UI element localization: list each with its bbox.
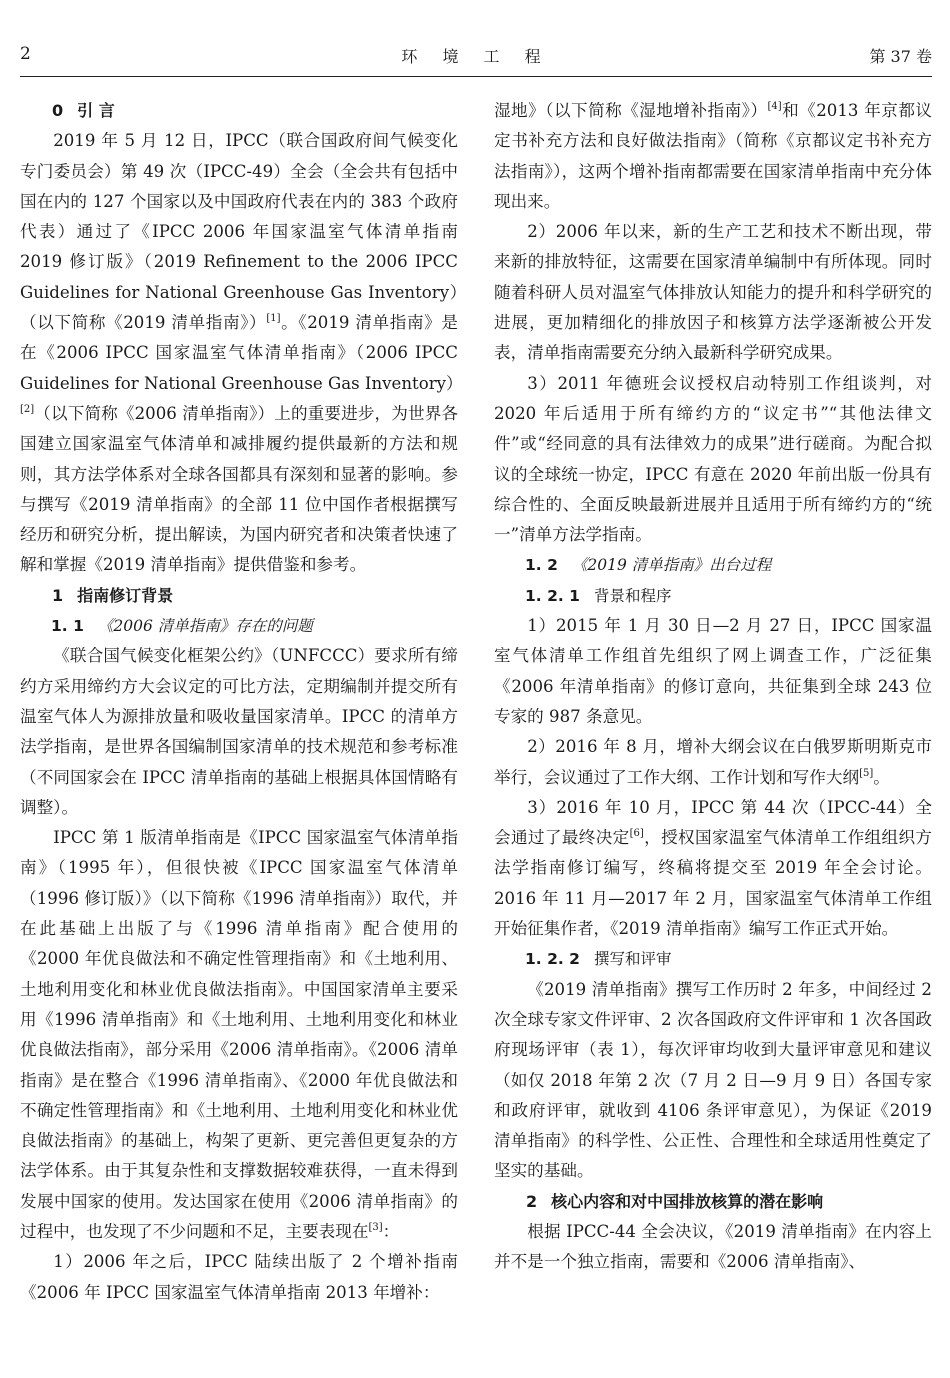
section-heading-0: 0 引 言 <box>52 101 115 120</box>
subsection-heading-1-2-1: 1. 2. 1 背景和程序 <box>525 586 672 605</box>
running-header <box>20 44 932 72</box>
citation: [4] <box>767 101 782 112</box>
section-heading-1: 1 指南修订背景 <box>52 585 174 605</box>
left-column <box>20 96 463 1308</box>
right-column <box>494 96 932 1278</box>
subsection-heading-1-2: 1. 2 《2019 清单指南》出台过程 <box>525 556 772 575</box>
page-number: 2 <box>20 44 31 64</box>
citation: [6] <box>629 828 644 840</box>
paragraph: 2）2016 年 8 月，增补大纲会议在白俄罗斯明斯克市举行，会议通过了工作大纲、工作计划和写作大纲[5]。 <box>494 737 932 787</box>
paragraph: 1）2006 年之后，IPCC 陆续出版了 2 个增补指南《2006 年 IPCC 国家温室气体清单指南 2013 年增补： <box>20 1252 458 1302</box>
paragraph: 2）2006 年以来，新的生产工艺和技术不断出现，带来新的排放特征，这需要在国家清单编制中有所体现。同时随着科研人员对温室气体排放认知能力的提升和科学研究的进展，更加精细化的排放因子和核算方法学逐渐被公开发表，清单指南需要充分纳入最新科学研究成果。 <box>494 222 932 363</box>
section-heading-2: 2 核心内容和对中国排放核算的潜在影响 <box>526 1191 824 1211</box>
paragraph: 《2019 清单指南》撰写工作历时 2 年多，中间经过 2 次全球专家文件评审、2 次各国政府文件评审和 1 次各国政府现场评审（表 1），每次评审均收到大量评审意见和建议（如仅 2018 年第 2 次（7 月 2 日—9 月 9 日）各国专家和政府评审，就收到 4106 条评审意见），为保证《2019 清单指南》的科学性、公正性、合理性和全球适用性奠定了坚实的基础。 <box>494 979 932 1181</box>
volume-label: 第 37 卷 <box>869 47 932 66</box>
paragraph: IPCC 第 1 版清单指南是《IPCC 国家温室气体清单指南》（1995 年），但很快被《IPCC 国家温室气体清单（1996 修订版）》（以下简称《1996 清单指南》）取代，并在此基础上出版了与《1996 清单指南》配合使用的《2000 年优良做法和不确定性管理指南》和《土地利用、土地利用变化和林业优良做法指南》。中国国家清单主要采用《1996 清单指南》和《土地利用、土地利用变化和林业优良做法指南》，部分采用《2006 清单指南》。《2006 清单指南》是在整合《1996 清单指南》、《2000 年优良做法和不确定性管理指南》和《土地利用、土地利用变化和林业优良做法指南》的基础上，构架了更新、更完善但更复杂的方法学体系。由于其复杂性和支撑数据较难获得，一直未得到发展中国家的使用。发达国家在使用《2006 清单指南》的过程中，也发现了不少问题和不足，主要表现在[3]： <box>20 828 458 1241</box>
subsection-heading-1-2-2: 1. 2. 2 撰写和评审 <box>525 950 672 969</box>
paragraph: 《联合国气候变化框架公约》（UNFCCC）要求所有缔约方采用缔约方大会议定的可比方法，定期编制并提交所有温室气体人为源排放量和吸收量国家清单。IPCC 的清单方法学指南，是世界各国编制国家清单的技术规范和参考标准（不同国家会在 IPCC 清单指南的基础上根据具体国情略有调整）。 <box>20 646 458 817</box>
citation: [5] <box>859 767 874 779</box>
paragraph: 3）2011 年德班会议授权启动特别工作组谈判，对 2020 年后适用于所有缔约方的“议定书”“其他法律文件”或“经同意的具有法律效力的成果”进行磋商。为配合拟议的全球统一协定，IPCC 有意在 2020 年前出版一份具有综合性的、全面反映最新进展并且适用于所有缔约方的“统一”清单方法学指南。 <box>494 373 932 545</box>
citation: [1] <box>266 313 281 325</box>
paragraph: 2019 年 5 月 12 日，IPCC（联合国政府间气候变化专门委员会）第 49 次（IPCC-49）全会（全会共有包括中国在内的 127 个国家以及中国政府代表在内的 383 个政府代表）通过了《IPCC 2006 年国家温室气体清单指南 2019 修订版》（2019 Refinement to the 2006 IPCC Guidelines for National Greenhouse Gas Inventory）（以下简称《2019 清单指南》）[1]。《2019 清单指南》是在《2006 IPCC 国家温室气体清单指南》（2006 IPCC Guidelines for National Greenhouse Gas Inventory）[2]（以下简称《2006 清单指南》）上的重要进步，为世界各国建立国家温室气体清单和减排履约提供最新的方法和规则，其方法学体系对全球各国都具有深刻和显著的影响。参与撰写《2019 清单指南》的全部 11 位中国作者根据撰写经历和研究分析，提出解读，为国内研究者和决策者快速了解和掌握《2019 清单指南》提供借鉴和参考。 <box>20 131 463 575</box>
header-rule <box>20 76 932 77</box>
subsection-heading-1-1: 1. 1 《2006 清单指南》存在的问题 <box>51 617 313 636</box>
paragraph: 1）2015 年 1 月 30 日—2 月 27 日，IPCC 国家温室气体清单工作组首先组织了网上调查工作，广泛征集《2006 年清单指南》的修订意向，共征集到全球 243 位专家的 987 条意见。 <box>494 616 932 726</box>
citation: [2] <box>20 403 35 415</box>
paragraph: 3）2016 年 10 月，IPCC 第 44 次（IPCC-44）全会通过了最终决定[6]，授权国家温室气体清单工作组组织方法学指南修订编写，终稿将提交至 2019 年全会讨论。2016 年 11 月—2017 年 2 月，国家温室气体清单工作组开始征集作者，《2019 清单指南》编写工作正式开始。 <box>494 797 932 939</box>
paragraph: 根据 IPCC-44 全会决议，《2019 清单指南》在内容上并不是一个独立指南，需要和《2006 清单指南》、 <box>494 1221 932 1272</box>
journal-title: 环 境 工 程 <box>401 47 551 66</box>
paragraph: 湿地》（以下简称《湿地增补指南》）[4]和《2013 年京都议定书补充方法和良好做法指南》（简称《京都议定书补充方法指南》），这两个增补指南都需要在国家清单指南中充分体现出来。 <box>494 101 932 211</box>
citation: [3] <box>368 1221 383 1233</box>
